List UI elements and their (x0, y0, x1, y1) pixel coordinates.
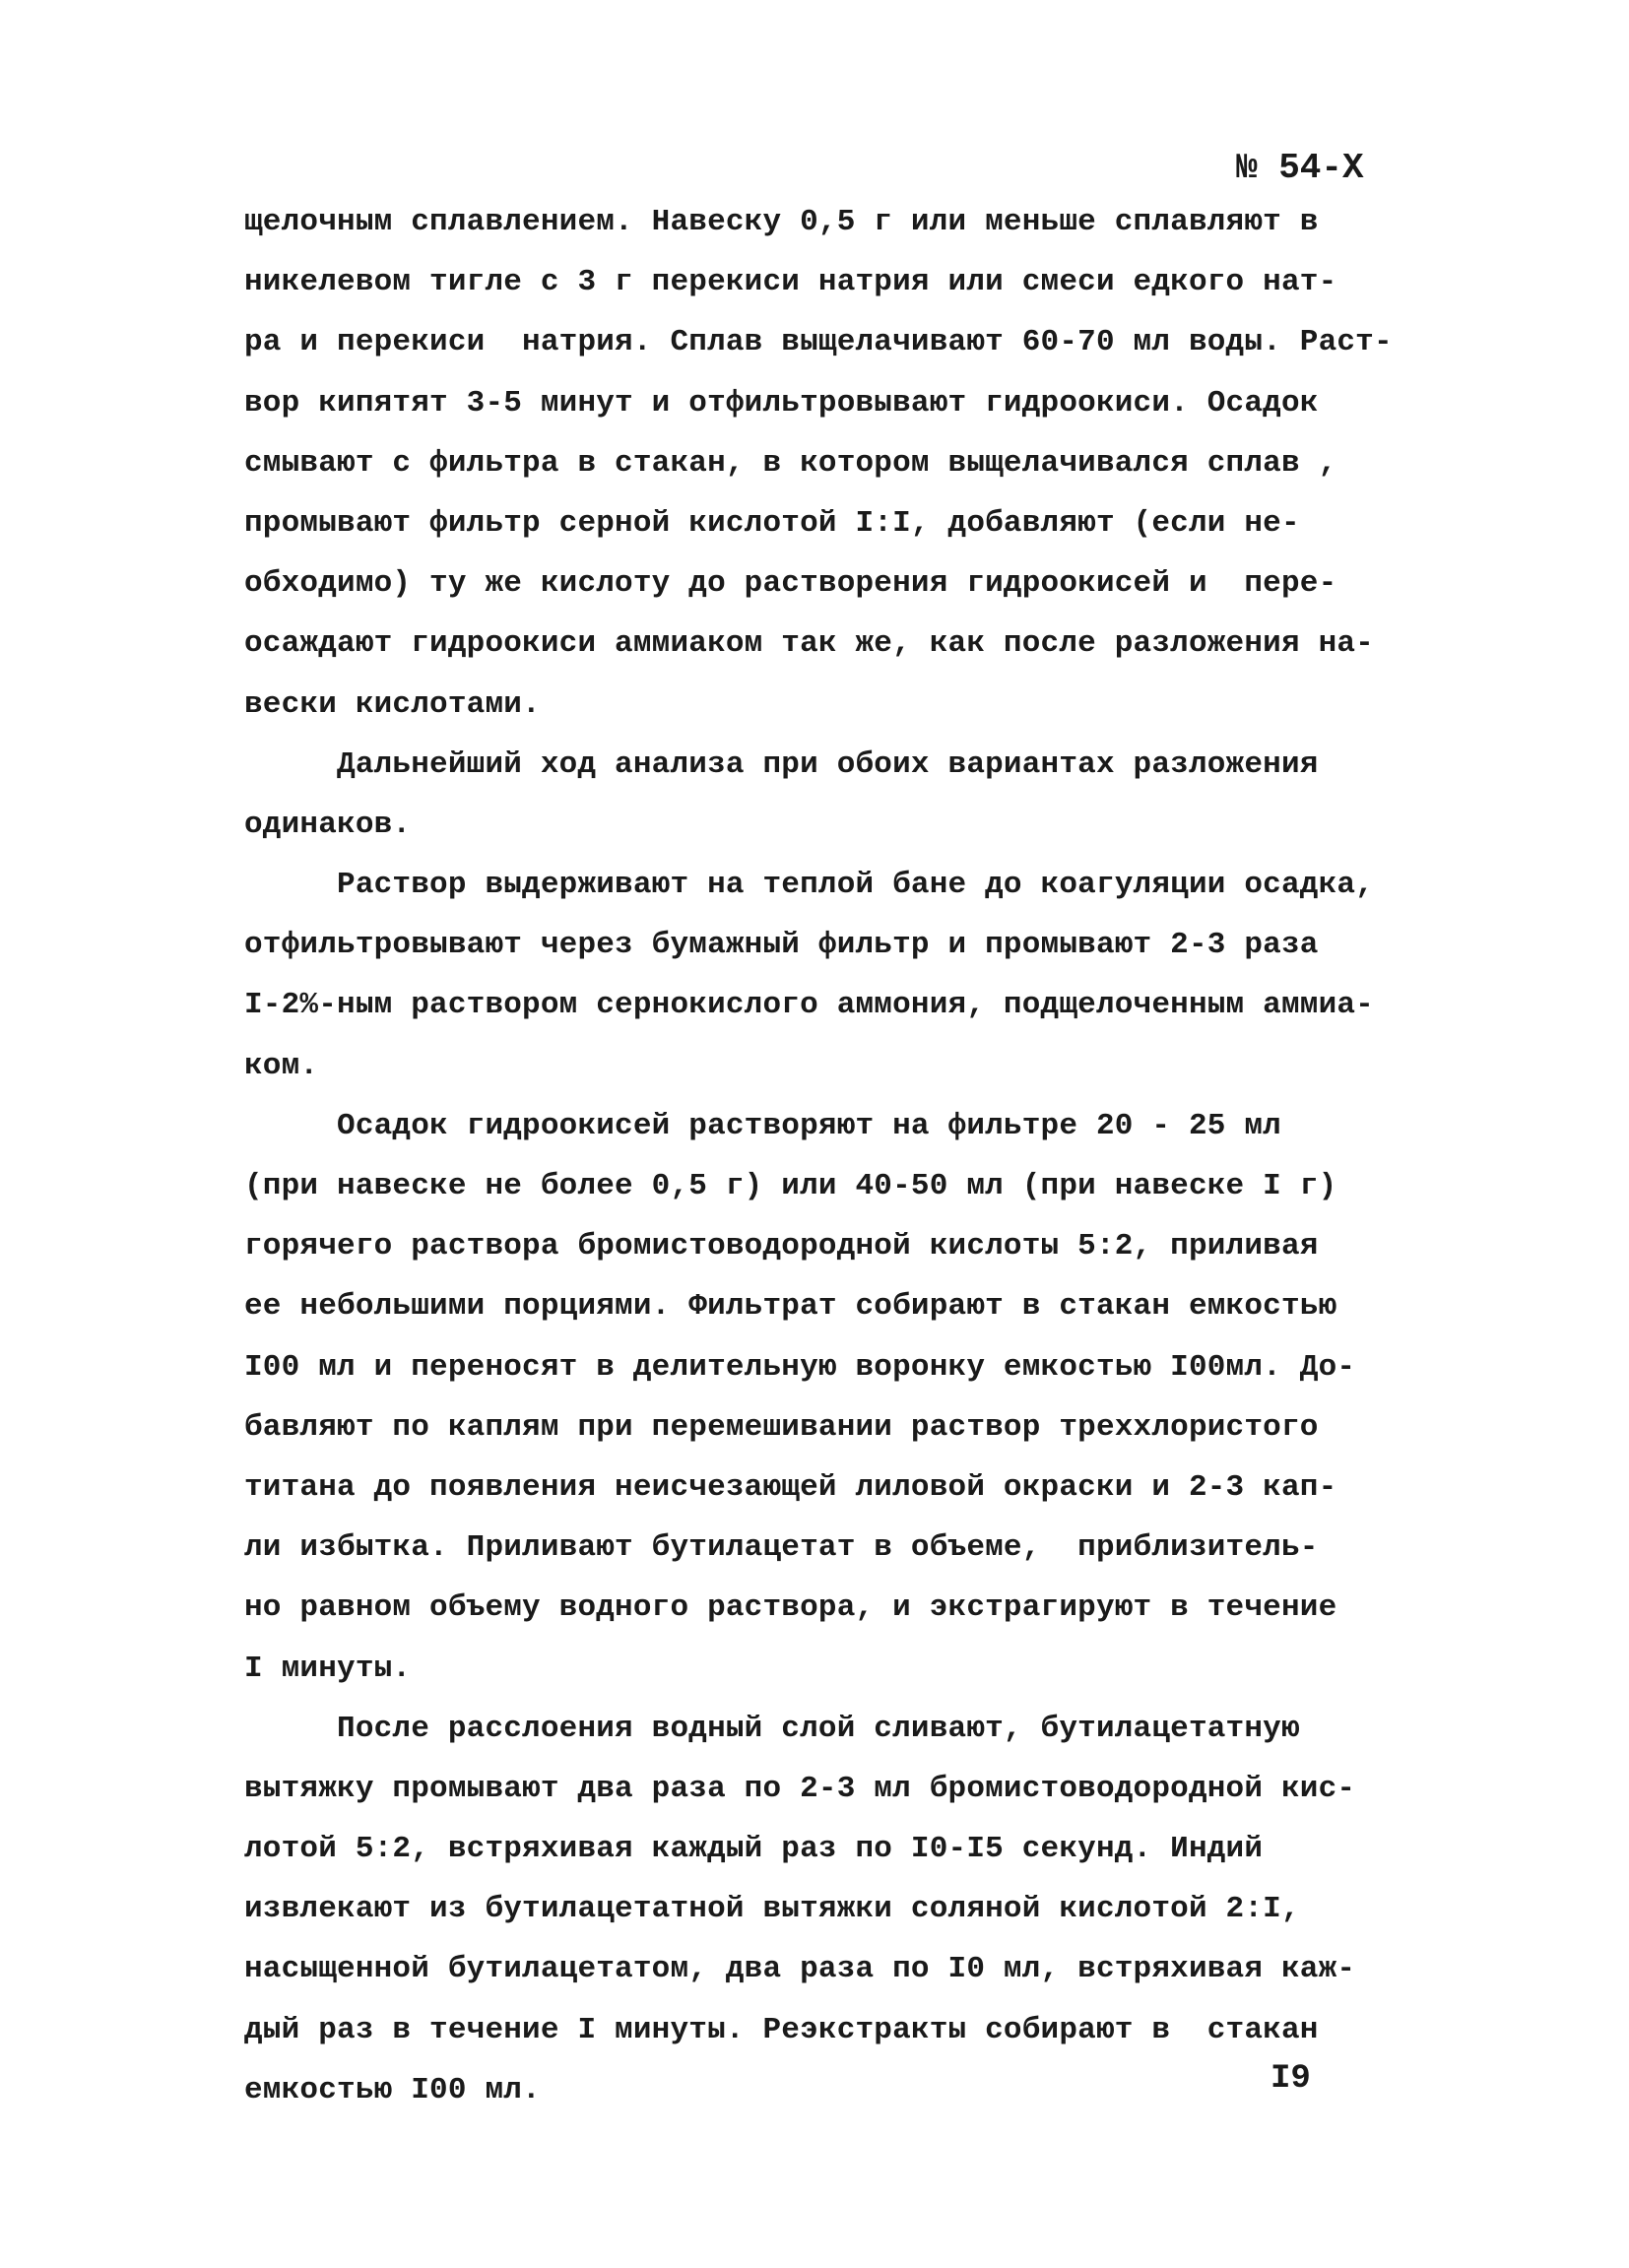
text-line: промывают фильтр серной кислотой I:I, добавляют (если не- (244, 505, 1300, 541)
text-line: После расслоения водный слой сливают, бутилацетатную (244, 1711, 1300, 1746)
text-line: I00 мл и переносят в делительную воронку емкостью I00мл. До- (244, 1349, 1356, 1385)
text-line: горячего раствора бромистоводородной кислоты 5:2, приливая (244, 1229, 1319, 1264)
text-line: смывают с фильтра в стакан, в котором выщелачивался сплав , (244, 445, 1337, 481)
text-line: Дальнейший ход анализа при обоих вариантах разложения (244, 746, 1319, 782)
text-line: (при навеске не более 0,5 г) или 40-50 мл (при навеске I г) (244, 1169, 1337, 1203)
text-line: щелочным сплавлением. Навеску 0,5 г или меньше сплавляют в (244, 205, 1319, 239)
text-line: I-2%-ным раствором сернокислого аммония, подщелоченным аммиа- (244, 988, 1374, 1023)
text-line: но равном объему водного раствора, и экстрагируют в течение (244, 1590, 1337, 1626)
text-line: отфильтровывают через бумажный фильтр и промывают 2-3 раза (244, 928, 1319, 963)
text-line: вор кипятят 3-5 минут и отфильтровывают гидроокиси. Осадок (244, 385, 1319, 421)
text-line: обходимо) ту же кислоту до растворения гидроокисей и пере- (244, 566, 1337, 602)
text-line: ра и перекиси натрия. Сплав выщелачивают 60-70 мл воды. Раст- (244, 325, 1393, 360)
text-line: титана до появления неисчезающей лиловой окраски и 2-3 кап- (244, 1469, 1337, 1505)
body-text (244, 192, 1393, 2120)
text-line: вытяжку промывают два раза по 2-3 мл бромистоводородной кис- (244, 1771, 1356, 1806)
text-line: емкостью I00 мл. (244, 2072, 541, 2107)
text-line: вески кислотами. (244, 686, 541, 722)
text-line: никелевом тигле с 3 г перекиси натрия или смеси едкого нат- (244, 265, 1337, 300)
text-line: лотой 5:2, встряхивая каждый раз по I0-I5 секунд. Индий (244, 1832, 1264, 1867)
text-line: осаждают гидроокиси аммиаком так же, как после разложения на- (244, 626, 1374, 662)
text-line: Раствор выдерживают на теплой бане до коагуляции осадка, (244, 868, 1374, 903)
text-line: бавляют по каплям при перемешивании раствор треххлористого (244, 1409, 1319, 1445)
text-line: одинаков. (244, 807, 412, 842)
text-line: Осадок гидроокисей растворяют на фильтре 20 - 25 мл (244, 1108, 1281, 1143)
page-number: I9 (1271, 2060, 1311, 2098)
text-line: ком. (244, 1048, 319, 1083)
text-line: I минуты. (244, 1651, 412, 1686)
text-line: насыщенной бутилацетатом, два раза по I0 мл, встряхивая каж- (244, 1952, 1356, 1987)
text-line: дый раз в течение I минуты. Реэкстракты собирают в стакан (244, 2012, 1319, 2047)
text-line: ее небольшими порциями. Фильтрат собирают в стакан емкостью (244, 1289, 1337, 1325)
document-number: № 54-Х (1236, 148, 1364, 188)
text-line: извлекают из бутилацетатной вытяжки соляной кислотой 2:I, (244, 1892, 1300, 1927)
text-line: ли избытка. Приливают бутилацетат в объеме, приблизитель- (244, 1530, 1319, 1566)
